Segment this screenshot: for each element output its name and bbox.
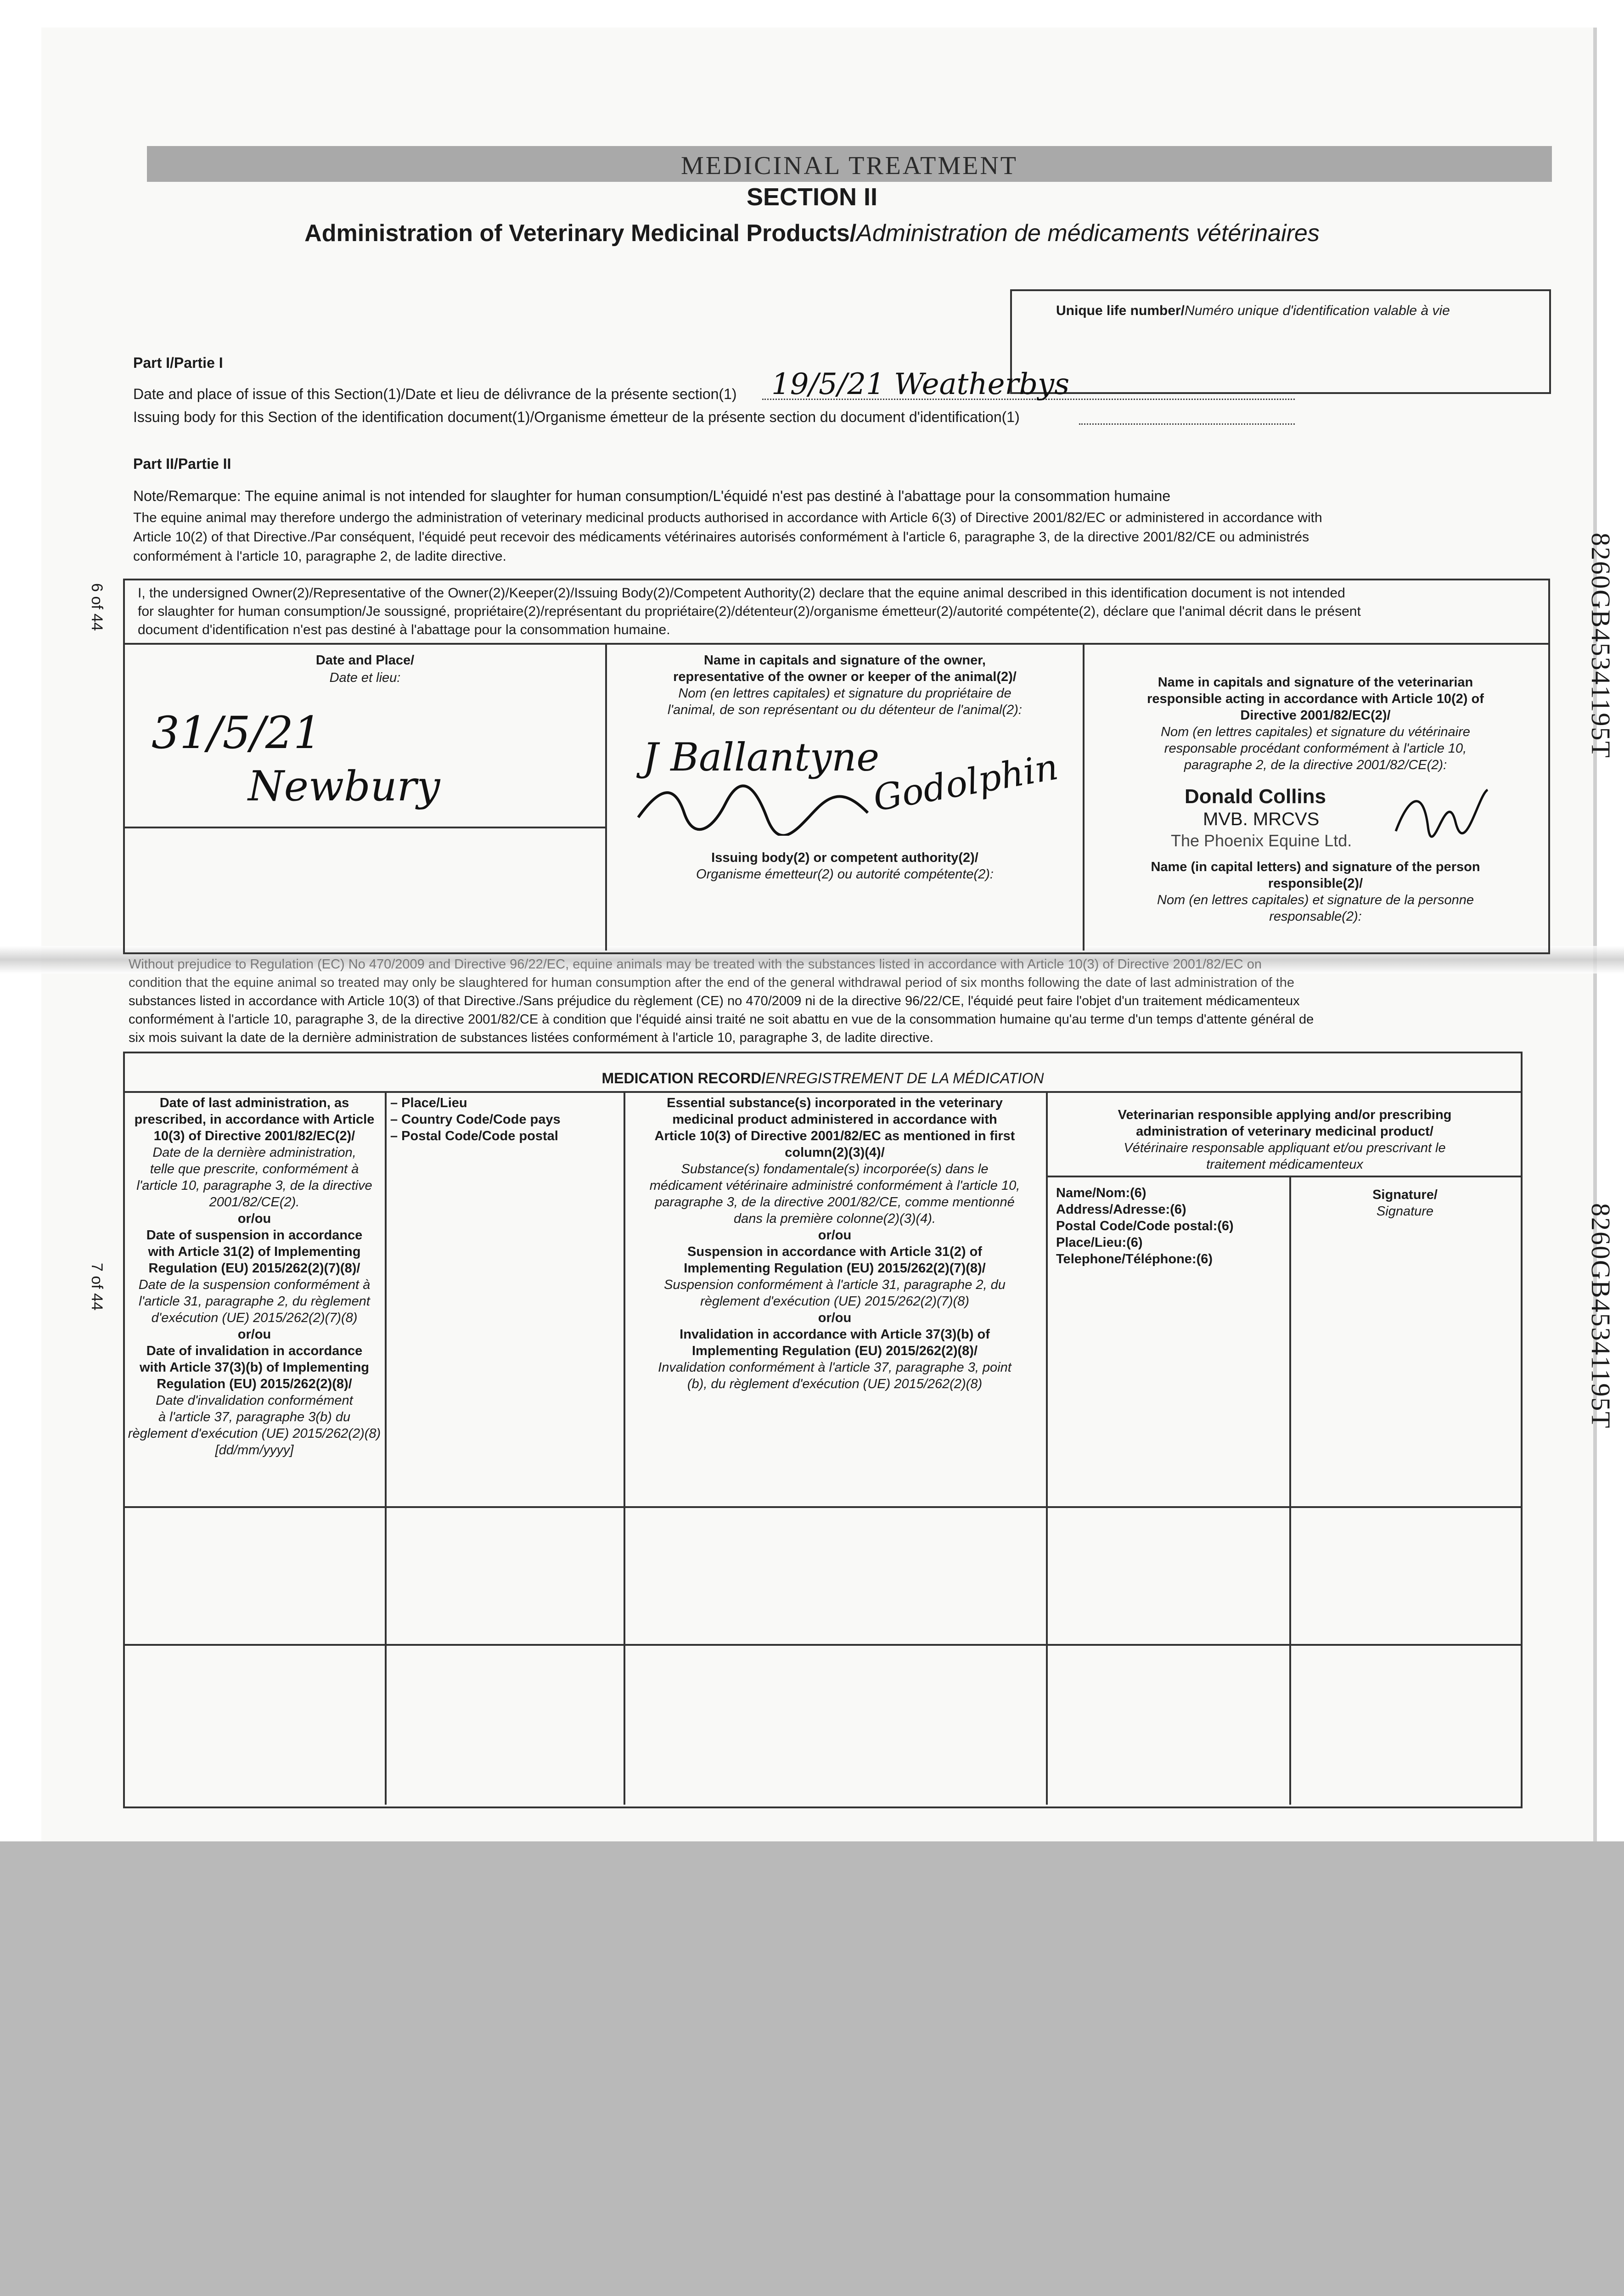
responsible-person-label-4: responsable(2): bbox=[1269, 909, 1362, 924]
med-col-divider-1 bbox=[385, 1091, 387, 1805]
scanner-background bbox=[0, 1841, 1624, 2296]
vet-label-4: Nom (en lettres capitales) et signature du vétérinaire bbox=[1161, 725, 1470, 739]
med-header-divider bbox=[123, 1091, 1523, 1093]
owner-name-label-3: Nom (en lettres capitales) et signature du propriétaire de bbox=[678, 686, 1011, 701]
owner-extra-handwritten: Godolphin bbox=[870, 746, 1062, 820]
part1-line2-dots bbox=[1079, 423, 1295, 425]
vet-stamp-quals: MVB. MRCVS bbox=[1203, 809, 1320, 829]
part2-para2: Article 10(2) of that Directive./Par conséquent, l'équidé peut recevoir des médicaments vétérinaires autorisés conformément à l'article 6, paragraphe 3, de la directive 2001/82/CE ou administrés bbox=[133, 529, 1309, 545]
responsible-person-label-1: Name (in capital letters) and signature of the person bbox=[1151, 860, 1480, 874]
issuing-body-label: Issuing body(2) or competent authority(2)/ bbox=[711, 850, 978, 865]
part3-line1: Without prejudice to Regulation (EC) No 470/2009 and Directive 96/22/EC, equine animals may be treated with the substances listed in accordance with Article 10(3) of Directive 2001/82/EC on bbox=[129, 957, 1262, 972]
responsible-person-label-2: responsible(2)/ bbox=[1268, 876, 1363, 891]
issuing-body-label-fr: Organisme émetteur(2) ou autorité compétente(2): bbox=[696, 867, 994, 882]
section-subtitle: Administration of Veterinary Medicinal Products/Administration de médicaments vétérinaires bbox=[304, 220, 1320, 247]
page-number-bottom: 7 of 44 bbox=[88, 1263, 106, 1311]
part3-line3: substances listed in accordance with Article 10(3) of that Directive./Sans préjudice du règlement (CE) no 470/2009 ni de la directive 96/22/CE, l'équidé peut faire l'objet d'un traitement médicamenteux bbox=[129, 994, 1300, 1008]
owner-name-label-2: representative of the owner or keeper of the animal(2)/ bbox=[673, 670, 1017, 684]
vet-label-5: responsable procédant conformément à l'article 10, bbox=[1164, 741, 1467, 756]
side-id-bottom: 8260GB45341195T bbox=[1586, 1203, 1616, 1429]
declaration-line1: I, the undersigned Owner(2)/Representative of the Owner(2)/Keeper(2)/Issuing Body(2)/Competent Authority(2) declare that the equine animal described in this identification document is not intended bbox=[138, 585, 1345, 601]
owner-name-label-1: Name in capitals and signature of the owner, bbox=[704, 653, 986, 668]
declaration-date-handwritten: 31/5/21 bbox=[152, 707, 322, 759]
responsible-person-label-3: Nom (en lettres capitales) et signature de la personne bbox=[1157, 893, 1474, 907]
vet-signature bbox=[1391, 776, 1492, 845]
part1-heading: Part I/Partie I bbox=[133, 355, 223, 371]
part1-line2: Issuing body for this Section of the identification document(1)/Organisme émetteur de la présente section du document d'identification(1) bbox=[133, 409, 1020, 425]
med-row-divider-1 bbox=[123, 1506, 1523, 1508]
med-signature-label-fr: Signature bbox=[1376, 1204, 1434, 1219]
med-vet-fields: Name/Nom:(6) Address/Adresse:(6) Postal Code/Code postal:(6) Place/Lieu:(6) Telephone/Téléphone:(6) bbox=[1056, 1186, 1234, 1266]
date-place-label: Date and Place/ bbox=[315, 653, 415, 668]
med-col1-header: Date of last administration, as prescribed, in accordance with Article 10(3) of Directive 2001/82/EC(2)/ Date de la dernière administration, telle que prescrite, conformément à l'article 10, paragraphe 3, de la directive 2001/82/CE(2). or/ou Date of suspension in accordance with Article 31(2) of Implementing Regulation (EU) 2015/262(2)(7)(8)/ Date de la suspension conformément à l'article 31, paragraphe 2, du règlement d'exécution (UE) 2015/262(2)(7)(8) or/ou Date of invalidation in accordance with Article 37(3)(b) of Implementing Regulation (EU) 2015/262(2)(8)/ Date d'invalidation conformément à l'article 37, paragraphe 3(b) du règlement d'exécution (UE) 2015/262(2)(8) [dd/mm/yyyy] bbox=[128, 1096, 381, 1458]
owner-signature bbox=[634, 776, 872, 836]
part2-heading: Part II/Partie II bbox=[133, 456, 231, 472]
med-row-divider-2 bbox=[123, 1644, 1523, 1646]
part1-line1: Date and place of issue of this Section(1)/Date et lieu de délivrance de la présente section(1) bbox=[133, 386, 737, 402]
issue-date-handwritten: 19/5/21 Weatherbys bbox=[771, 367, 1070, 401]
owner-name-handwritten: J Ballantyne bbox=[643, 735, 880, 780]
med-col-divider-3 bbox=[1046, 1091, 1048, 1805]
part2-note: Note/Remarque: The equine animal is not intended for slaughter for human consumption/L'équidé n'est pas destiné à l'abattage pour la consommation humaine bbox=[133, 488, 1171, 504]
declaration-line2: for slaughter for human consumption/Je soussigné, propriétaire(2)/représentant du propriétaire(2)/détenteur(2)/organisme émetteur(2)/autorité compétente(2), déclare que l'animal décrit dans le présent bbox=[138, 604, 1361, 619]
date-place-label-fr: Date et lieu: bbox=[329, 670, 401, 685]
part2-para1: The equine animal may therefore undergo the administration of veterinary medicinal products authorised in accordance with Article 6(3) of Directive 2001/82/EC or administered in accordance with bbox=[133, 510, 1322, 525]
page-number-top: 6 of 44 bbox=[88, 583, 106, 631]
owner-name-label-4: l'animal, de son représentant ou du détenteur de l'animal(2): bbox=[668, 703, 1022, 717]
declaration-divider bbox=[123, 643, 1550, 645]
banner-title: MEDICINAL TREATMENT bbox=[681, 152, 1018, 180]
side-id-top: 8260GB45341195T bbox=[1586, 533, 1616, 759]
med-signature-label: Signature/ bbox=[1372, 1187, 1438, 1202]
part3-line5: six mois suivant la date de la dernière administration de substances listées conformément à l'article 10, paragraphe 3, de ladite directive. bbox=[129, 1030, 933, 1045]
vet-label-2: responsible acting in accordance with Article 10(2) of bbox=[1147, 692, 1484, 706]
declaration-row-divider bbox=[123, 827, 607, 828]
declaration-line3: document d'identification n'est pas destiné à l'abattage pour la consommation humaine. bbox=[138, 622, 670, 637]
vet-stamp-practice: The Phoenix Equine Ltd. bbox=[1171, 831, 1352, 850]
medication-record-title: MEDICATION RECORD/ENREGISTREMENT DE LA MÉDICATION bbox=[601, 1070, 1044, 1086]
med-col4-header: Veterinarian responsible applying and/or prescribing administration of veterinary medicinal product/ Vétérinaire responsable appliquant et/ou prescrivant le traitement médicamenteux bbox=[1118, 1108, 1452, 1172]
unique-life-number-label: Unique life number/Numéro unique d'identification valable à vie bbox=[1056, 303, 1450, 318]
med-col-divider-4 bbox=[1289, 1176, 1291, 1805]
med-col3-header: Essential substance(s) incorporated in the veterinary medicinal product administered in accordance with Article 10(3) of Directive 2001/82/EC as mentioned in first column(2)(3)(4)/ Substance(s) fondamentale(s) incorporée(s) dans le médicament vétérinaire administré conformément à l'article 10, paragraphe 3, de la directive 2001/82/CE, comme mentionné dans la première colonne(2)(3)(4). or/ou Suspension in accordance with Article 31(2) of Implementing Regulation (EU) 2015/262(2)(7)(8)/ Suspension conformément à l'article 31, paragraphe 2, du règlement d'exécution (UE) 2015/262(2)(7)(8) or/ou Invalidation in accordance with Article 37(3)(b) of Implementing Regulation (EU) 2015/262(2)(8)/ Invalidation conformément à l'article 37, paragraphe 3, point (b), du règlement d'exécution (UE) 2015/262(2)(8) bbox=[649, 1096, 1020, 1391]
section-title: SECTION II bbox=[746, 183, 878, 211]
declaration-place-handwritten: Newbury bbox=[248, 762, 440, 810]
part2-para3: conformément à l'article 10, paragraphe 2, de ladite directive. bbox=[133, 549, 506, 564]
part3-line4: conformément à l'article 10, paragraphe 3, de la directive 2001/82/CE à condition que l'équidé ainsi traité ne soit abattu en vue de la consommation humaine qu'au terme d'un temps d'attente général de bbox=[129, 1012, 1314, 1027]
vet-label-1: Name in capitals and signature of the veterinarian bbox=[1158, 675, 1473, 690]
vet-label-3: Directive 2001/82/EC(2)/ bbox=[1240, 708, 1391, 723]
part3-line2: condition that the equine animal so treated may only be slaughtered for human consumption after the end of the general withdrawal period of six months following the date of last administration of the bbox=[129, 975, 1295, 990]
med-col2-header: – Place/Lieu – Country Code/Code pays – Postal Code/Code postal bbox=[390, 1096, 561, 1143]
vet-label-6: paragraphe 2, de la directive 2001/82/CE(2): bbox=[1184, 758, 1447, 772]
vet-stamp-name: Donald Collins bbox=[1185, 785, 1326, 808]
med-vet-header-divider bbox=[1046, 1176, 1523, 1177]
